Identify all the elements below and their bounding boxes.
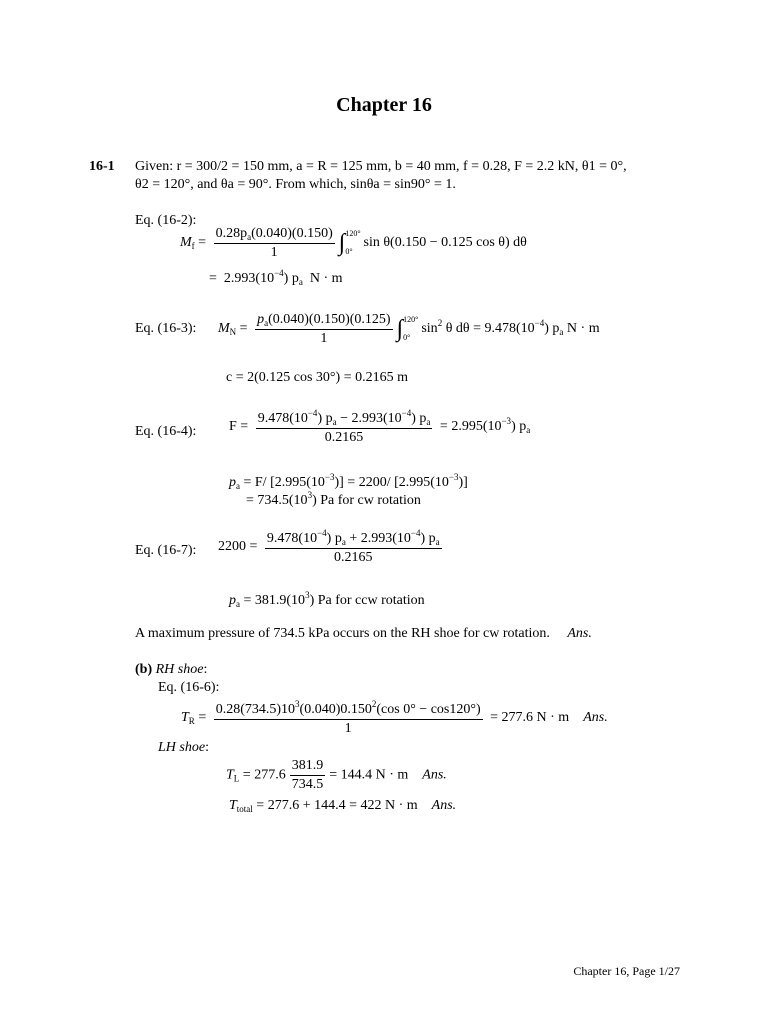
eq-16-3-label: Eq. (16-3):	[135, 321, 197, 336]
eq-16-4-f: F = $\frac{9.478(10^{-4}) p_a - 2.993(10^{-4}) p_a}{0.2165}$ = $2.995(10^{-3})$ $p_a$	[229, 408, 531, 445]
chapter-title: Chapter 16	[336, 94, 432, 116]
mf-subscript: f	[191, 241, 195, 252]
integral-limits: 120° 0°	[403, 315, 419, 342]
tr-fraction: $\frac{0.28(734.5)10^3(0.040)0.150^2(\cos 0^\circ - \cos 120^\circ)}{1}$	[215, 699, 481, 736]
mf-fraction	[214, 226, 335, 261]
mf-numerator: $0.28p_a(0.040)(0.150)$	[215, 225, 333, 242]
given-line-2: θ2 = 120°, and θa = 90°. From which, sinθa = sin90° = 1.	[135, 177, 456, 192]
lh-shoe-heading: LH shoe:	[158, 740, 209, 755]
integral-sign: ∫	[338, 230, 346, 256]
mf-symbol: M	[180, 235, 192, 251]
pa-cw-line-2: = $734.5(10^3)$ Pa for cw rotation	[246, 490, 421, 508]
pa-cw-line-1: $p_a = F/$ $[2.995(10^{-3})] = 2200/$ $[2.995(10^{-3})]$	[229, 472, 468, 491]
ttotal-equation: $T_{total} = 277.6 + 144.4 = 422$ N · m Ans.	[229, 798, 457, 814]
mf-equals: =	[198, 235, 207, 251]
max-pressure-statement: A maximum pressure of 734.5 kPa occurs on the RH shoe for cw rotation. Ans.	[135, 626, 592, 641]
pa-ccw-line: $p_a = 381.9(10^3)$ Pa for ccw rotation	[229, 590, 425, 609]
mf-integrand: sin θ(0.150 − 0.125 cos θ) dθ	[363, 235, 527, 251]
eq-16-2-label: Eq. (16-2):	[135, 213, 197, 228]
eq-16-3-mn: $M_N$ = $\frac{p_a(0.040)(0.150)(0.125)}{1}$ ∫ 120° 0° $\sin^2 \theta$ $d\theta = 9.478(10^{-4})$ $p_a$ N · m	[218, 311, 600, 346]
eq-16-2-result: = $2.993(10^{-4})$ $p_a$ N · m	[209, 268, 343, 287]
mn-fraction: $\frac{p_a(0.040)(0.150)(0.125)}{1}$	[257, 311, 391, 346]
integral-limits: 120° 0°	[345, 229, 361, 256]
eq-16-7-label: Eq. (16-7):	[135, 543, 197, 558]
tl-fraction: $\frac{381.9}{734.5}$	[291, 758, 324, 792]
c-line: c = 2(0.125 cos 30°) = 0.2165 m	[226, 370, 408, 385]
given-line-1: Given: r = 300/2 = 150 mm, a = R = 125 mm, b = 40 mm, f = 0.28, F = 2.2 kN, θ1 = 0°,	[135, 159, 627, 174]
problem-number: 16-1	[89, 159, 115, 174]
integral-sign: ∫	[396, 316, 404, 342]
f-fraction: $\frac{9.478(10^{-4}) p_a - 2.993(10^{-4}) p_a}{0.2165}$	[257, 408, 431, 445]
mf-denominator: 1	[270, 244, 278, 260]
tr-equation: $T_R$ = $\frac{0.28(734.5)10^3(0.040)0.150^2(\cos 0^\circ - \cos 120^\circ)}{1}$ = 277.6 N · m Ans.	[181, 699, 608, 736]
ans-label: Ans.	[567, 626, 592, 641]
part-b-heading: (b) RH shoe:	[135, 662, 208, 677]
eq-16-7: 2200 = $\frac{9.478(10^{-4}) p_a + 2.993(10^{-4}) p_a}{0.2165}$	[218, 528, 440, 565]
eq-16-4-label: Eq. (16-4):	[135, 424, 197, 439]
eq-16-7-fraction: $\frac{9.478(10^{-4}) p_a + 2.993(10^{-4}) p_a}{0.2165}$	[266, 528, 440, 565]
eq-16-6-label: Eq. (16-6):	[158, 680, 220, 695]
eq-16-2-mf	[180, 225, 527, 261]
page-footer: Chapter 16, Page 1/27	[573, 964, 680, 978]
tl-equation: $T_L = 277.6$ $\frac{381.9}{734.5}$ = 144.4 N · m Ans.	[226, 758, 447, 792]
